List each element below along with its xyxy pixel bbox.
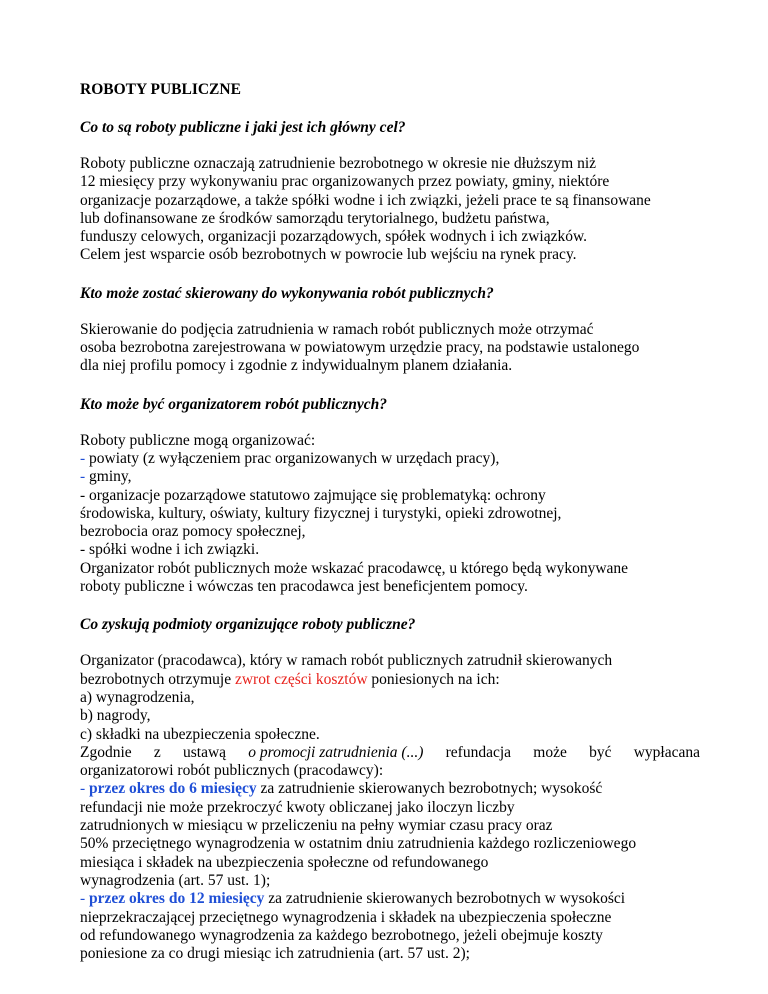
paragraph-1 [80,155,700,265]
question-heading-4: Co zyskują podmioty organizujące roboty publiczne? [80,616,416,634]
text-line: bezrobocia oraz pomocy społecznej, [80,523,306,541]
paragraph-2 [80,321,700,376]
document-body [80,80,700,963]
text-line: dla niej profilu pomocy i zgodnie z indywidualnym planem działania. [80,357,513,375]
question-heading-3: Kto może być organizatorem robót publicznych? [80,395,387,413]
text-line: poniesione za co drugi miesiąc ich zatrudnienia (art. 57 ust. 2); [80,945,470,963]
paragraph-3 [80,432,700,597]
question-heading-2: Kto może zostać skierowany do wykonywania robót publicznych? [80,284,494,302]
text-line: środowiska, kultury, oświaty, kultury fizycznej i turystyki, opieki zdrowotnej, [80,504,562,522]
list-dash: - [80,780,90,798]
text-line: miesiąca i składek na ubezpieczenia społeczne od refundowanego [80,853,489,871]
question-heading-1: Co to są roboty publiczne i jaki jest ich główny cel? [80,119,406,136]
text-line: lub dofinansowane ze środków samorządu terytorialnego, budżetu państwa, [80,209,550,227]
text-line: 50% przeciętnego wynagrodzenia w ostatnim dniu zatrudnienia każdego rozliczeniowego [80,835,637,853]
justified-line: Zgodnie z ustawą o promocji zatrudnienia (...) refundacja może być wypłacana [80,743,700,761]
text-line: osoba bezrobotna zarejestrowana w powiatowym urzędzie pracy, na podstawie ustalonego [80,339,640,357]
text-line: Organizator (pracodawca), który w ramach robót publicznych zatrudnił skierowanych [80,652,613,670]
text-line: od refundowanego wynagrodzenia za każdego bezrobotnego, jeżeli obejmuje koszty [80,926,603,944]
list-item: - organizacje pozarządowe statutowo zajmujące się problematyką: ochrony [80,486,546,504]
list-dash: - [80,890,90,908]
text-line: organizatorowi robót publicznych (pracodawcy): [80,762,384,780]
list-dash: - [80,449,90,467]
text-line: Roboty publiczne oznaczają zatrudnienie bezrobotnego w okresie nie dłuższym niż [80,155,597,172]
text-line: Skierowanie do podjęcia zatrudnienia w ramach robót publicznych może otrzymać [80,320,594,338]
list-item: - powiaty (z wyłączeniem prac organizowanych w urzędach pracy), [80,449,500,467]
text-line: Organizator robót publicznych może wskazać pracodawcę, u którego będą wykonywane [80,559,629,577]
list-item: b) nagrody, [80,707,151,725]
text-line: organizacje pozarządowe, a także spółki wodne i ich związki, jeżeli prace te są finansowane [80,191,651,209]
text-line: bezrobotnych otrzymuje zwrot części kosztów poniesionych na ich: [80,670,500,688]
text-line: roboty publiczne i wówczas ten pracodawca jest beneficjentem pomocy. [80,578,528,596]
list-item: - spółki wodne i ich związki. [80,541,260,559]
document-title: ROBOTY PUBLICZNE [80,81,241,98]
text-line: wynagrodzenia (art. 57 ust. 1); [80,871,271,889]
paragraph-4 [80,652,700,963]
highlight-red: zwrot części kosztów [234,670,368,688]
text-line: nieprzekraczającej przeciętnego wynagrodzenia i składek na ubezpieczenia społeczne [80,908,612,926]
list-item: - przez okres do 12 miesięcy za zatrudnienie skierowanych bezrobotnych w wysokości [80,890,626,908]
text-line: funduszy celowych, organizacji pozarządowych, spółek wodnych i ich związków. [80,228,588,246]
list-dash: - [80,468,90,486]
highlight-blue: przez okres do 12 miesięcy [89,890,265,908]
highlight-blue: przez okres do 6 miesięcy [89,780,257,798]
list-item: a) wynagrodzenia, [80,688,195,706]
text-line: Celem jest wsparcie osób bezrobotnych w powrocie lub wejściu na rynek pracy. [80,246,577,264]
text-line: Roboty publiczne mogą organizować: [80,431,316,449]
text-line: refundacji nie może przekroczyć kwoty obliczanej jako iloczyn liczby [80,798,515,816]
text-line: 12 miesięcy przy wykonywaniu prac organizowanych przez powiaty, gminy, niektóre [80,173,610,191]
list-item: c) składki na ubezpieczenia społeczne. [80,725,320,743]
act-title: o promocji zatrudnienia (...) [248,743,424,761]
list-item: - gminy, [80,468,132,486]
list-item: - przez okres do 6 miesięcy za zatrudnienie skierowanych bezrobotnych; wysokość [80,780,603,798]
text-line: zatrudnionych w miesiącu w przeliczeniu na pełny wymiar czasu pracy oraz [80,817,553,835]
